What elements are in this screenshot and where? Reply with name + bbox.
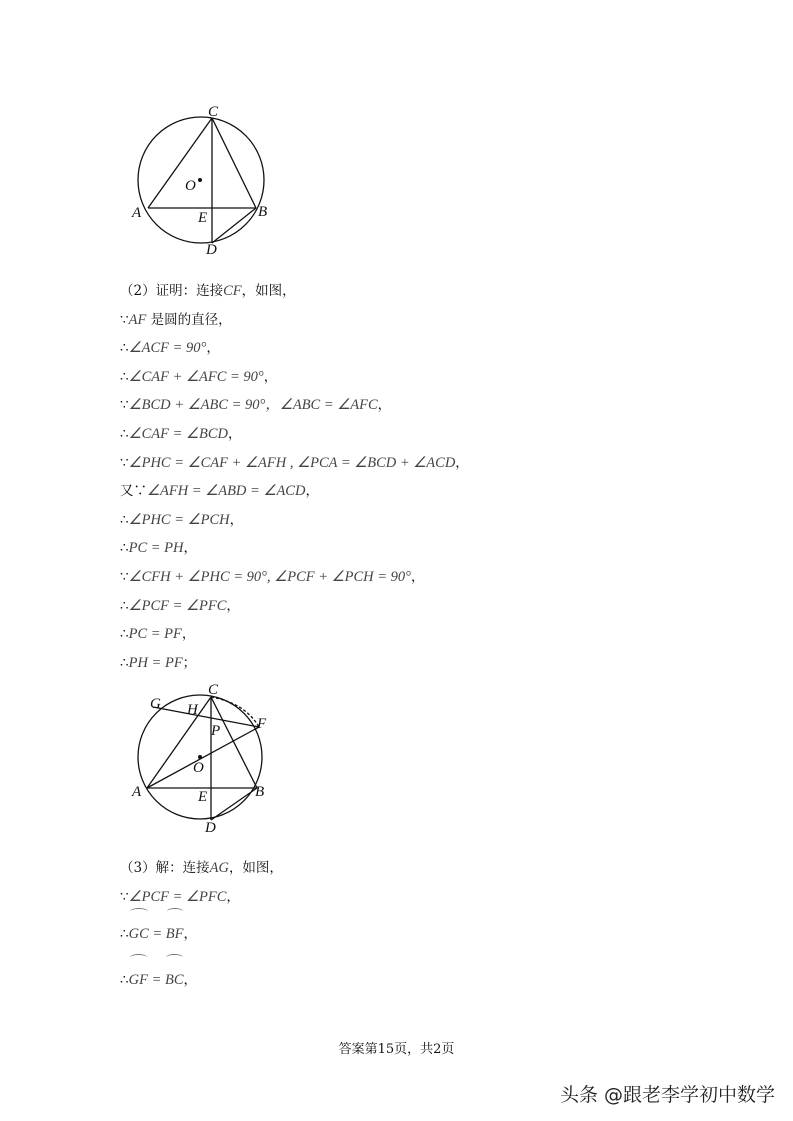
proof-line: ∴∠ACF = 90°，	[120, 340, 220, 357]
label-d: D	[205, 820, 216, 836]
proof-line: ∴∠CAF = ∠BCD，	[120, 425, 242, 442]
solution-line: ∴GC = BF，	[120, 911, 283, 957]
label-d: D	[206, 242, 217, 258]
label-a: A	[132, 205, 142, 221]
proof-line: ∵∠PHC = ∠CAF + ∠AFH , ∠PCA = ∠BCD + ∠ACD，	[120, 454, 469, 471]
arc-gc: GC	[129, 911, 149, 957]
proof-line: ∵∠BCD + ∠ABC = 90°，∠ABC = ∠AFC，	[120, 397, 392, 414]
arc-bc: BC	[165, 957, 184, 1003]
label-e: E	[198, 210, 208, 226]
figure-2-circle-diagram	[120, 678, 290, 838]
label-b: B	[255, 784, 265, 800]
label-e: E	[198, 789, 208, 805]
proof-line: ∴∠PHC = ∠PCH，	[120, 511, 244, 528]
label-f: F	[257, 716, 267, 732]
proof-line: ∴PC = PF，	[120, 626, 196, 643]
solution-line: （3）解：连接AG，如图，	[120, 860, 283, 876]
label-c: C	[208, 682, 219, 698]
proof-line: 又∵∠AFH = ∠ABD = ∠ACD，	[120, 483, 319, 500]
proof-line: ∵AF 是圆的直径，	[120, 311, 232, 328]
label-a: A	[132, 784, 142, 800]
proof-line: ∴PH = PF；	[120, 654, 197, 671]
solution-line: ∵∠PCF = ∠PFC，	[120, 888, 240, 905]
label-g: G	[150, 696, 161, 712]
arc-gf: GF	[129, 957, 148, 1003]
arc-bf: BF	[166, 911, 184, 957]
proof-line: （2）证明：连接CF，如图，	[120, 283, 296, 299]
part-3-solution	[120, 854, 283, 1003]
label-b: B	[258, 204, 268, 220]
label-o: O	[185, 178, 196, 194]
part-2-proof	[120, 277, 469, 677]
label-c: C	[208, 104, 219, 120]
figure-1-circle-diagram	[120, 98, 290, 263]
proof-line: ∴PC = PH，	[120, 540, 197, 557]
watermark: 头条 @跟老李学初中数学	[559, 1084, 775, 1106]
solution-line: ∴GF = BC，	[120, 957, 283, 1003]
page-footer: 答案第15页，共2页	[338, 1042, 455, 1057]
proof-line: ∴∠CAF + ∠AFC = 90°，	[120, 368, 278, 385]
label-o: O	[193, 760, 204, 776]
proof-line: ∴∠PCF = ∠PFC，	[120, 597, 240, 614]
label-p: P	[211, 723, 221, 739]
label-h: H	[187, 702, 198, 718]
proof-line: ∵∠CFH + ∠PHC = 90°, ∠PCF + ∠PCH = 90°，	[120, 568, 425, 585]
